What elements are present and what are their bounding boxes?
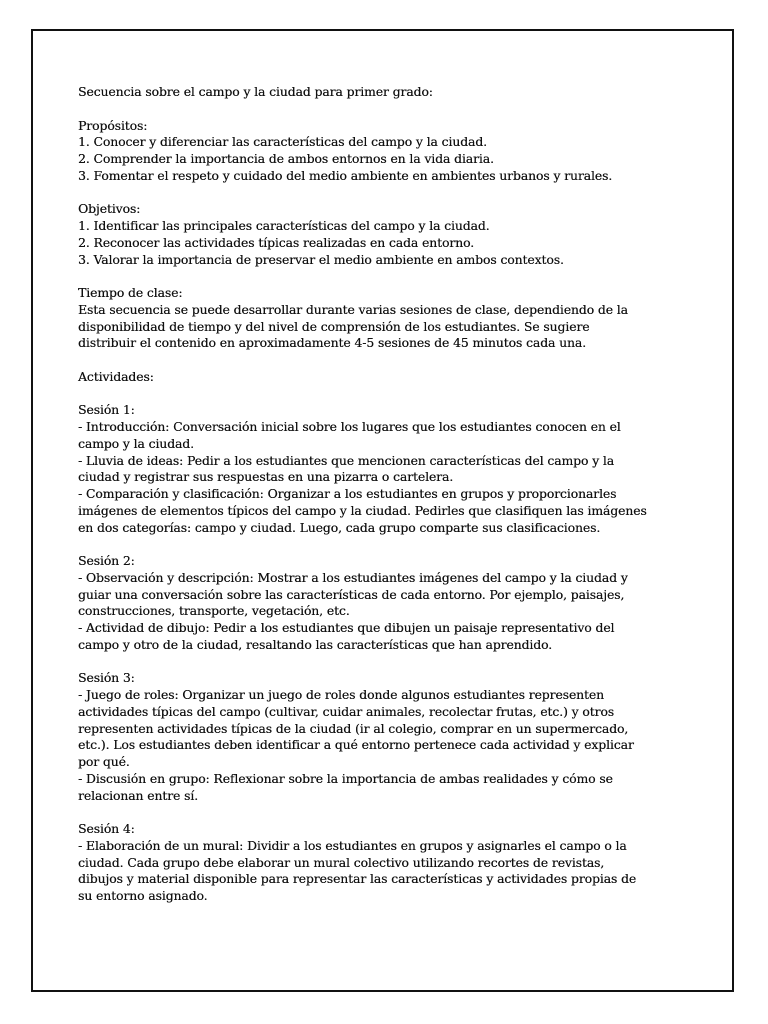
session-heading: Sesión 1: [78,402,135,418]
list-item: 2. Reconocer las actividades típicas realizadas en cada entorno. [78,234,474,250]
session-heading: Sesión 3: [78,670,135,686]
paragraph-line: actividades típicas del campo (cultivar, cuidar animales, recolectar frutas, etc.) y otros [78,703,614,719]
document-title: Secuencia sobre el campo y la ciudad para primer grado: [78,84,433,99]
spacer [78,536,668,553]
section-propositos [78,118,668,185]
paragraph-line: ciudad y registrar sus respuestas en una pizarra o cartelera. [78,469,454,485]
section-heading: Tiempo de clase: [78,285,183,300]
spacer [78,386,668,403]
session-heading: Sesión 2: [78,553,135,568]
paragraph-line: su entorno asignado. [78,888,208,903]
spacer [78,101,668,118]
section-sesion-1 [78,402,668,536]
paragraph-line: - Lluvia de ideas: Pedir a los estudiantes que mencionen características del campo y la [78,452,615,468]
paragraph-line: disponibilidad de tiempo y del nivel de comprensión de los estudiantes. Se sugiere [78,318,590,334]
spacer [78,654,668,671]
section-heading: Objetivos: [78,201,141,217]
paragraph-line: representen actividades típicas de la ciudad (ir al colegio, comprar en un supermercado, [78,720,629,736]
section-heading: Propósitos: [78,117,148,133]
list-item: 2. Comprender la importancia de ambos entornos en la vida diaria. [78,151,494,166]
paragraph-line: imágenes de elementos típicos del campo y la ciudad. Pedirles que clasifiquen las imágenes [78,502,647,518]
paragraph-line: distribuir el contenido en aproximadamente 4-5 sesiones de 45 minutos cada una. [78,335,586,351]
paragraph-line: dibujos y material disponible para representar las características y actividades propias de [78,871,637,887]
list-item: 1. Identificar las principales características del campo y la ciudad. [78,218,490,233]
section-objetivos [78,201,668,268]
section-sesion-3 [78,670,668,804]
paragraph-line: - Observación y descripción: Mostrar a los estudiantes imágenes del campo y la ciudad y [78,569,628,585]
paragraph-line: por qué. [78,754,130,769]
paragraph-line: - Introducción: Conversación inicial sobre los lugares que los estudiantes conocen en el [78,419,621,434]
spacer [78,804,668,821]
spacer [78,185,668,202]
section-sesion-2 [78,553,668,654]
list-item: 1. Conocer y diferenciar las características del campo y la ciudad. [78,134,487,150]
paragraph-line: - Actividad de dibujo: Pedir a los estudiantes que dibujen un paisaje representativo del [78,620,615,635]
paragraph-line: - Discusión en grupo: Reflexionar sobre la importancia de ambas realidades y cómo se [78,770,613,786]
spacer [78,352,668,369]
document-body [78,84,668,905]
session-heading: Sesión 4: [78,821,135,836]
spacer [78,268,668,285]
paragraph-line: ciudad. Cada grupo debe elaborar un mural colectivo utilizando recortes de revistas, [78,854,605,870]
paragraph-line: campo y otro de la ciudad, resaltando las características que han aprendido. [78,636,553,652]
paragraph-line: campo y la ciudad. [78,435,194,451]
activities-heading: Actividades: [78,368,154,384]
section-tiempo [78,285,668,352]
paragraph-line: - Elaboración de un mural: Dividir a los estudiantes en grupos y asignarles el campo o la [78,837,627,853]
list-item: 3. Valorar la importancia de preservar el medio ambiente en ambos contextos. [78,251,564,267]
paragraph-line: etc.). Los estudiantes deben identificar a qué entorno pertenece cada actividad y explicar [78,737,634,753]
paragraph-line: construcciones, transporte, vegetación, etc. [78,603,350,619]
list-item: 3. Fomentar el respeto y cuidado del medio ambiente en ambientes urbanos y rurales. [78,167,613,183]
paragraph-line: - Comparación y clasificación: Organizar a los estudiantes en grupos y proporcionarles [78,486,617,501]
paragraph-line: - Juego de roles: Organizar un juego de roles donde algunos estudiantes representen [78,687,604,702]
paragraph-line: guiar una conversación sobre las características de cada entorno. Por ejemplo, paisajes, [78,586,625,602]
section-sesion-4 [78,821,668,905]
paragraph-line: Esta secuencia se puede desarrollar durante varias sesiones de clase, dependiendo de la [78,301,628,317]
paragraph-line: relacionan entre sí. [78,787,199,803]
paragraph-line: en dos categorías: campo y ciudad. Luego, cada grupo comparte sus clasificaciones. [78,519,601,535]
